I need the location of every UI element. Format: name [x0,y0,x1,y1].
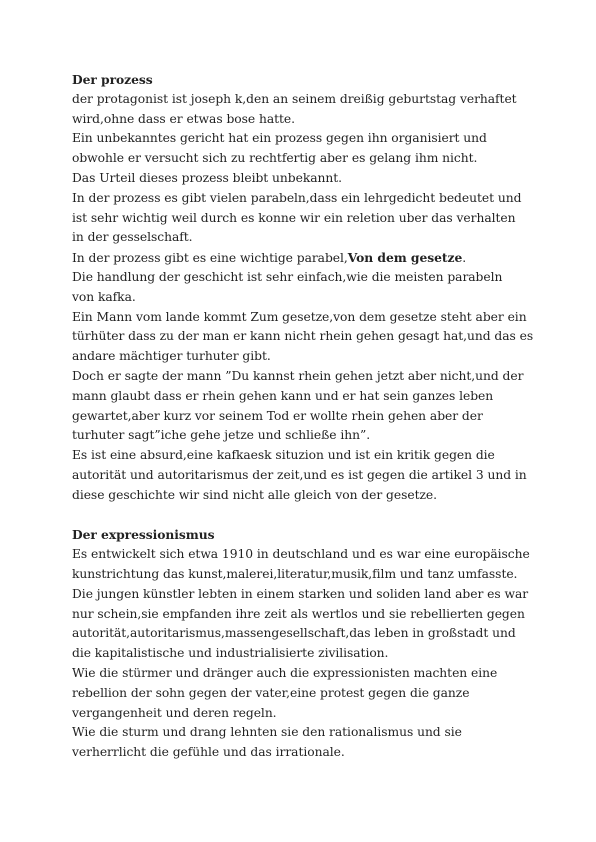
text-line: Die jungen künstler lebten in einem starken und soliden land aber es war [72,586,529,601]
text-line: wird,ohne dass er etwas bose hatte. [72,111,295,126]
document-body [72,70,532,763]
text-line: Ein unbekanntes gericht hat ein prozess gegen ihn organisiert und [72,131,487,146]
text-line: ist sehr wichtig weil durch es konne wir ein reletion uber das verhalten [72,210,516,225]
section-title-prozess: Der prozess [72,72,153,87]
parabel-title: Von dem gesetze [347,250,463,266]
text-line: autorität,autoritarismus,massengesellschaft,das leben in großstadt und [72,626,516,641]
text-line: obwohle er versucht sich zu rechtfertig aber es gelang ihm nicht. [72,151,478,166]
text-line: Es ist eine absurd,eine kafkaesk situzion und ist ein kritik gegen die [72,448,495,463]
text-line: rebellion der sohn gegen der vater,eine protest gegen die ganze [72,685,470,700]
text-line: türhüter dass zu der man er kann nicht rhein gehen gesagt hat,und das es [72,329,534,344]
text-line: Wie die sturm und drang lehnten sie den rationalismus und sie [72,725,462,740]
text-line: von kafka. [72,289,136,304]
text-line: Ein Mann vom lande kommt Zum gesetze,von dem gesetze steht aber ein [72,309,527,324]
text-line: Doch er sagte der mann ”Du kannst rhein gehen jetzt aber nicht,und der [72,368,524,383]
text-line: autorität und autoritarismus der zeit,und es ist gegen die artikel 3 und in [72,467,527,482]
text-line: kunstrichtung das kunst,malerei,literatur,musik,film und tanz umfasste. [72,566,518,581]
text-line: verherrlicht die gefühle und das irrationale. [72,745,345,760]
parabel-prefix: In der prozess gibt es eine wichtige parabel, [72,251,348,266]
text-line: andare mächtiger turhuter gibt. [72,349,271,364]
text-line: diese geschichte wir sind nicht alle gleich von der gesetze. [72,487,437,502]
parabel-suffix: . [462,251,467,266]
text-line: In der prozess es gibt vielen parabeln,dass ein lehrgedicht bedeutet und [72,190,522,205]
text-line: in der gesselschaft. [72,230,193,245]
text-line: der protagonist ist joseph k,den an seinem dreißig geburtstag verhaftet [72,91,517,106]
text-line: Das Urteil dieses prozess bleibt unbekannt. [72,170,343,185]
text-line: Es entwickelt sich etwa 1910 in deutschland und es war eine europäische [72,547,530,562]
text-line: Wie die stürmer und dränger auch die expressionisten machten eine [72,665,498,680]
text-line: vergangenheit und deren regeln. [72,705,277,720]
paragraph-spacer [72,506,532,526]
text-line: mann glaubt dass er rhein gehen kann und er hat sein ganzes leben [72,388,494,403]
text-line: nur schein,sie empfanden ihre zeit als wertlos und sie rebellierten gegen [72,606,525,621]
text-line: die kapitalistische und industrialisierte zivilisation. [72,646,389,661]
text-line: Die handlung der geschicht ist sehr einfach,wie die meisten parabeln [72,269,503,284]
section-title-expressionismus: Der expressionismus [72,527,215,543]
text-line: gewartet,aber kurz vor seinem Tod er wollte rhein gehen aber der [72,408,483,423]
parabel-line [72,248,532,268]
text-line: turhuter sagt”iche gehe jetze und schließe ihn”. [72,428,371,443]
